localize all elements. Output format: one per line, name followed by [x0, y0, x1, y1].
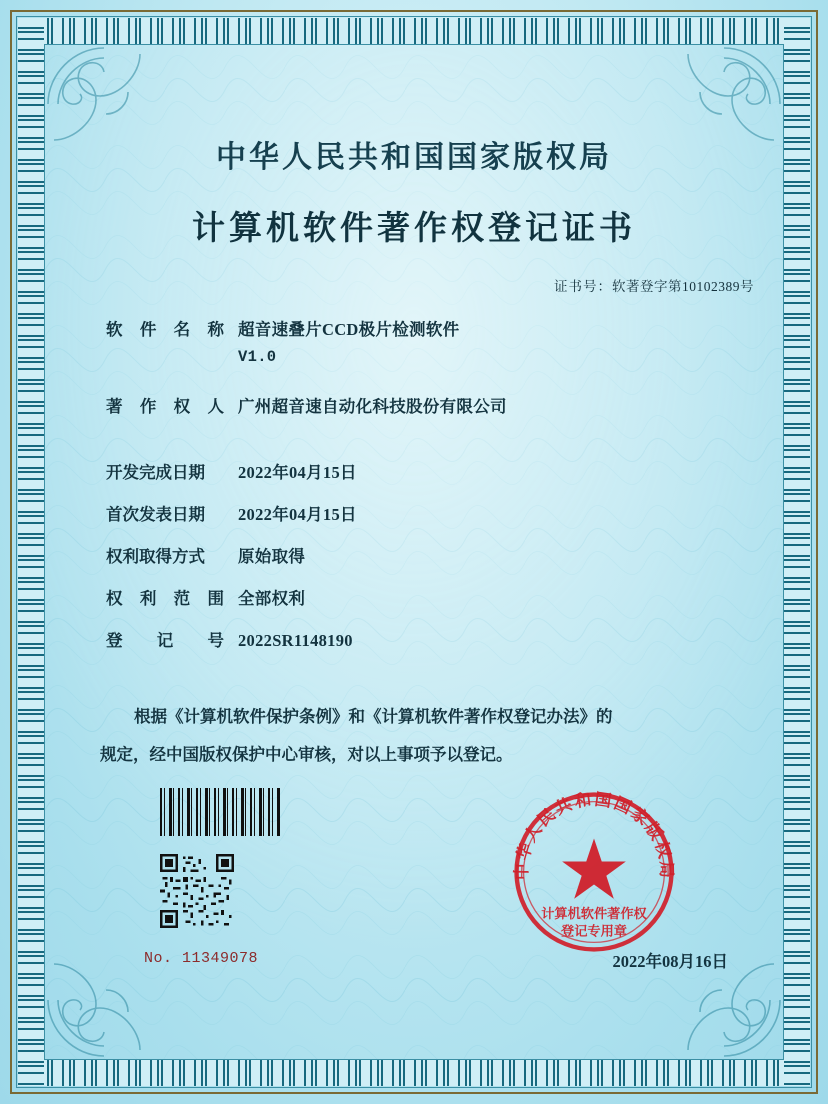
statement-line-2: 规定，经中国版权保护中心审核，对以上事项予以登记。: [100, 745, 513, 764]
field-development-completion-date: [106, 460, 768, 486]
field-value: 2022SR1148190: [238, 631, 353, 650]
legal-statement: [60, 698, 768, 774]
field-label: 登记号: [106, 631, 224, 650]
serial-number: [144, 950, 258, 967]
certificate-content: [60, 60, 768, 1044]
field-rights-scope: [106, 586, 768, 612]
field-label: 著作权人: [106, 397, 224, 416]
field-value: 全部权利: [238, 589, 306, 608]
certificate-number-label: 证书号：: [554, 279, 612, 294]
field-label: 权利取得方式: [106, 547, 205, 566]
barcode-icon: [160, 788, 280, 836]
seal-line-1: 计算机软件著作权: [541, 906, 647, 922]
fields-block: [60, 317, 768, 654]
field-rights-acquisition: [106, 544, 768, 570]
software-name-value: 超音速叠片CCD极片检测软件: [238, 320, 460, 339]
issue-date: 2022年08月16日: [612, 952, 728, 971]
official-seal-stamp: [506, 784, 682, 960]
statement-line-1: [100, 698, 750, 736]
field-label: 首次发表日期: [106, 505, 205, 524]
barcode-area: [160, 788, 280, 933]
field-software-name: [106, 317, 768, 370]
seal-line-2: 登记专用章: [561, 924, 627, 940]
field-label: 开发完成日期: [106, 463, 205, 482]
frame-meander-right: [784, 18, 810, 1086]
field-copyright-owner: [106, 394, 768, 420]
issuing-authority-title: 中华人民共和国国家版权局: [216, 140, 612, 175]
software-version-value: V1.0: [238, 348, 277, 366]
qr-code-icon: [160, 854, 234, 928]
statement-text: 根据《计算机软件保护条例》和《计算机软件著作权登记办法》的: [134, 707, 613, 726]
section-gap: [106, 426, 768, 460]
page-title: 计算机软件著作权登记证书: [192, 208, 636, 247]
field-registration-number: [106, 628, 768, 654]
field-label: 权利范围: [106, 589, 224, 608]
seal-ring-text: 中华人民共和国国家版权局: [510, 788, 678, 881]
field-value: [238, 317, 768, 370]
frame-meander-left: [18, 18, 44, 1086]
frame-meander-top: [18, 18, 810, 44]
field-value: 2022年04月15日: [238, 463, 357, 482]
field-label: 软件名称: [106, 320, 224, 339]
field-first-publication-date: [106, 502, 768, 528]
serial-value: 11349078: [182, 950, 259, 967]
frame-meander-bottom: [18, 1060, 810, 1086]
serial-prefix: No.: [144, 950, 173, 967]
field-value: 2022年04月15日: [238, 505, 357, 524]
certificate-number-line: [60, 275, 768, 295]
seal-star-icon: [562, 839, 626, 899]
field-value: 广州超音速自动化科技股份有限公司: [238, 397, 507, 416]
certificate-number-value: 软著登字第10102389号: [612, 279, 754, 294]
field-value: 原始取得: [238, 547, 306, 566]
